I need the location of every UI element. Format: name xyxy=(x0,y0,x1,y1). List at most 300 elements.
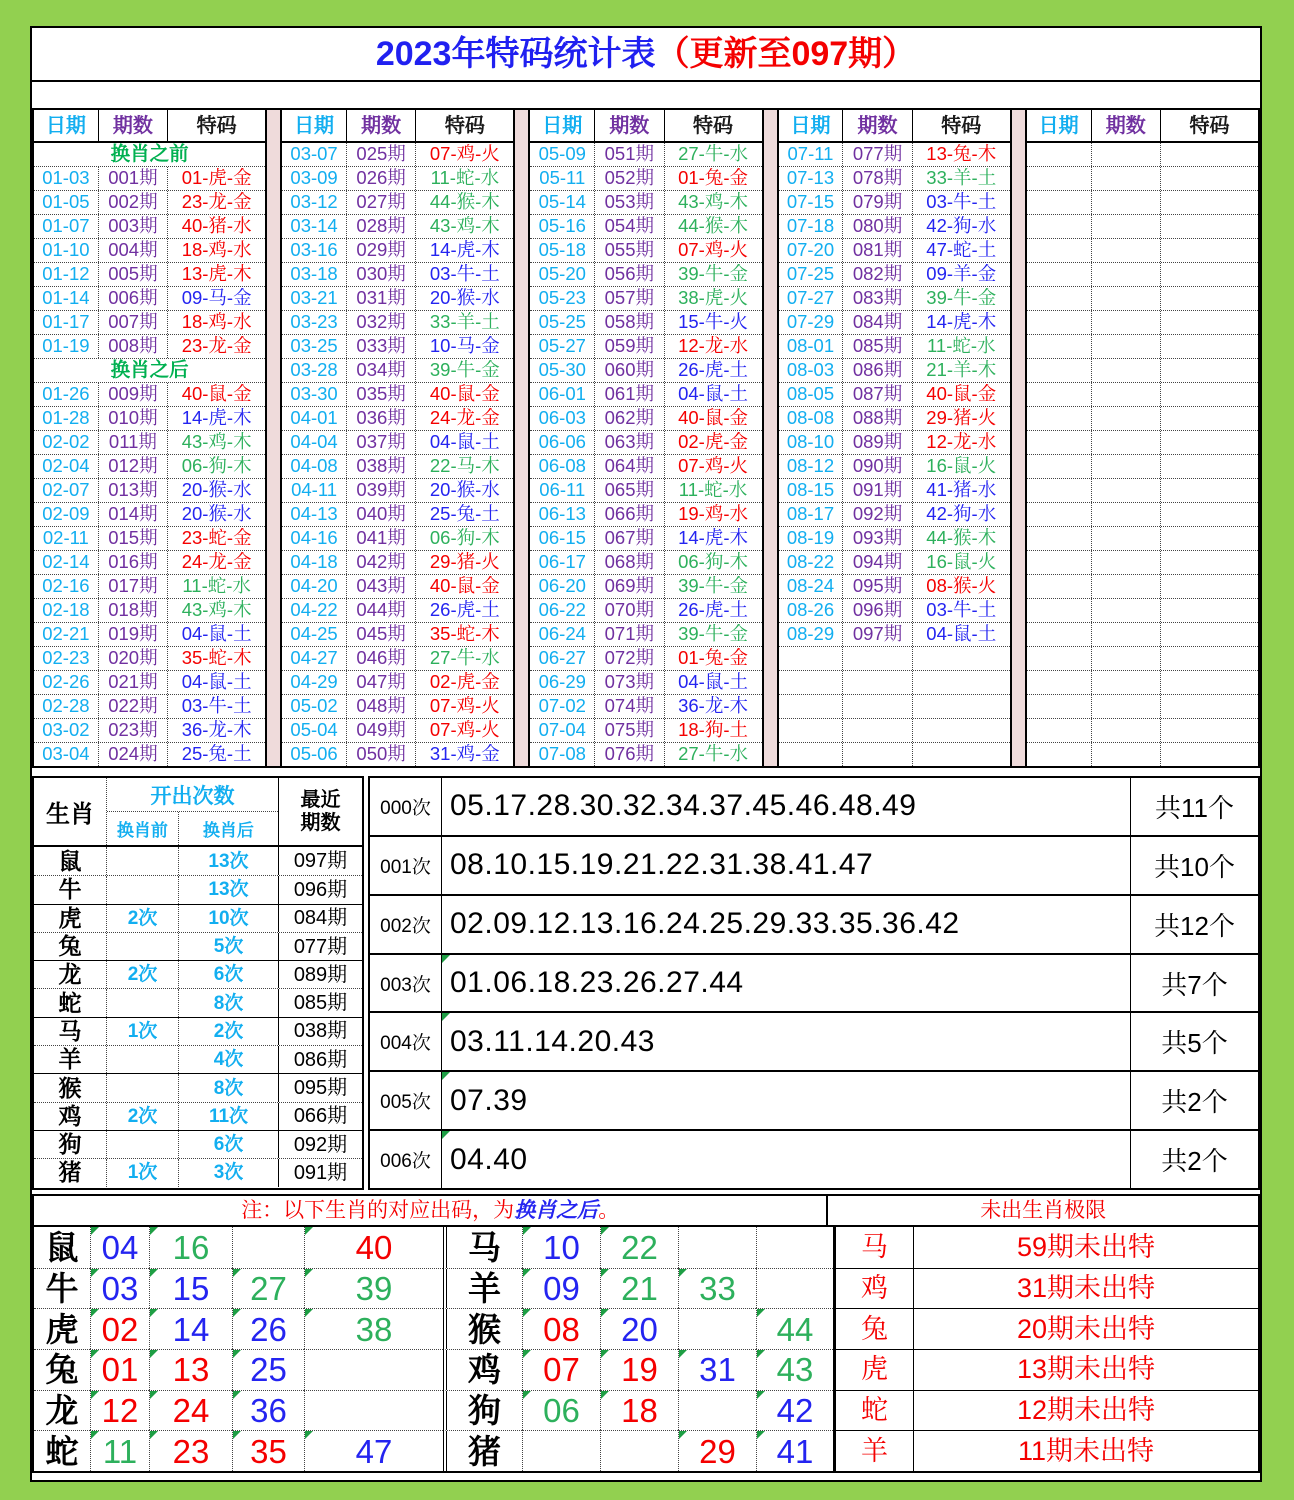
result-row xyxy=(282,526,513,550)
date-cell: 07-27 xyxy=(779,287,844,310)
zodiac-map-row xyxy=(34,1390,1258,1431)
period-cell: 006期 xyxy=(99,287,168,310)
zodiac-stat-row xyxy=(34,847,362,875)
special-code-cell: 24-龙-金 xyxy=(181,551,252,573)
frequency-row xyxy=(368,1070,1260,1131)
date-cell: 03-30 xyxy=(282,383,347,406)
number-cell: 19 xyxy=(600,1349,678,1390)
result-row xyxy=(1027,310,1258,334)
period-cell: 008期 xyxy=(99,335,168,358)
date-cell: 02-21 xyxy=(34,623,99,646)
zodiac-stat-row xyxy=(34,932,362,960)
number-cell: 42 xyxy=(756,1390,833,1431)
result-row xyxy=(282,430,513,454)
date-cell xyxy=(1027,383,1092,406)
zodiac-label: 龙 xyxy=(34,1390,90,1431)
count-before-cell xyxy=(107,876,179,903)
column-header-period: 期数 xyxy=(595,110,664,141)
period-cell: 062期 xyxy=(595,407,664,430)
recent-period-cell: 084期 xyxy=(293,907,348,930)
period-cell: 036期 xyxy=(347,407,416,430)
zodiac-stat-row xyxy=(34,960,362,988)
special-code-cell: 25-兔-土 xyxy=(429,503,500,525)
result-row xyxy=(1027,238,1258,262)
special-code-cell: 06-狗-木 xyxy=(678,551,748,573)
count-after-cell: 8次 xyxy=(179,989,279,1016)
period-cell xyxy=(1092,407,1161,430)
number-cell: 09 xyxy=(522,1268,600,1309)
zodiac-label: 鸡 xyxy=(34,1103,107,1130)
number-cell: 44 xyxy=(756,1308,833,1349)
zodiac-label: 鼠 xyxy=(34,847,107,875)
result-row xyxy=(1027,670,1258,694)
special-code-cell: 12-龙-水 xyxy=(926,431,997,453)
period-cell: 072期 xyxy=(595,647,664,670)
zodiac-label: 龙 xyxy=(34,961,107,988)
result-row xyxy=(282,262,513,286)
frequency-count-label: 006次 xyxy=(370,1131,442,1188)
zodiac-label: 鸡 xyxy=(443,1349,522,1390)
date-cell xyxy=(1027,215,1092,238)
special-code-cell: 40-鼠-金 xyxy=(429,575,500,597)
zodiac-label: 鼠 xyxy=(45,1228,79,1266)
date-cell xyxy=(779,743,844,766)
period-cell: 025期 xyxy=(347,143,416,166)
period-cell: 045期 xyxy=(347,623,416,646)
period-cell: 060期 xyxy=(595,359,664,382)
number-cell: 11 xyxy=(90,1430,149,1471)
period-cell: 014期 xyxy=(99,503,168,526)
count-before-cell: 1次 xyxy=(107,1159,179,1186)
period-cell: 016期 xyxy=(99,551,168,574)
zodiac-number-map-section xyxy=(32,1194,1260,1473)
special-code-cell: 13-虎-木 xyxy=(181,263,252,285)
date-cell: 07-11 xyxy=(779,143,844,166)
result-row xyxy=(1027,166,1258,190)
date-cell: 04-27 xyxy=(282,647,347,670)
period-cell xyxy=(1092,527,1161,550)
date-cell: 03-14 xyxy=(282,215,347,238)
number-cell: 47 xyxy=(304,1430,443,1471)
date-cell: 02-14 xyxy=(34,551,99,574)
zodiac-map-row xyxy=(34,1268,1258,1309)
period-cell: 037期 xyxy=(347,431,416,454)
result-row xyxy=(530,334,761,358)
after-change-header: 换肖后 xyxy=(202,821,254,840)
period-cell: 067期 xyxy=(595,527,664,550)
special-code-cell: 03-牛-土 xyxy=(926,599,997,621)
date-cell: 08-01 xyxy=(779,335,844,358)
date-cell: 05-30 xyxy=(530,359,595,382)
special-code-cell: 14-虎-木 xyxy=(429,239,500,261)
result-row xyxy=(1027,214,1258,238)
date-cell: 04-04 xyxy=(282,431,347,454)
zodiac-map-row xyxy=(34,1227,1258,1268)
special-code-cell: 35-蛇-木 xyxy=(181,647,252,669)
period-cell xyxy=(1092,551,1161,574)
special-code-cell xyxy=(1161,575,1258,598)
number-cell: 04 xyxy=(90,1227,149,1268)
result-row xyxy=(530,454,761,478)
number-cell: 29 xyxy=(678,1430,756,1471)
date-cell: 03-18 xyxy=(282,263,347,286)
special-code-cell xyxy=(913,719,1010,742)
result-row xyxy=(34,190,265,214)
date-cell: 05-23 xyxy=(530,287,595,310)
result-row xyxy=(282,670,513,694)
date-cell: 03-09 xyxy=(282,167,347,190)
section-header-row: 换肖之后 xyxy=(34,358,265,382)
special-code-cell xyxy=(1161,407,1258,430)
date-cell: 03-23 xyxy=(282,311,347,334)
date-cell: 03-16 xyxy=(282,239,347,262)
special-code-cell: 44-猴-木 xyxy=(926,527,997,549)
special-code-cell xyxy=(1161,527,1258,550)
date-cell: 03-25 xyxy=(282,335,347,358)
total-count: 共2个 xyxy=(1130,1131,1258,1188)
special-code-cell: 31-鸡-金 xyxy=(429,743,500,765)
date-cell xyxy=(1027,287,1092,310)
date-cell xyxy=(1027,191,1092,214)
missing-text: 11期未出特 xyxy=(913,1430,1258,1471)
date-cell: 06-03 xyxy=(530,407,595,430)
period-table-2 xyxy=(280,108,515,768)
result-row xyxy=(1027,622,1258,646)
count-before-cell xyxy=(107,847,179,875)
period-cell: 059期 xyxy=(595,335,664,358)
special-code-cell xyxy=(1161,503,1258,526)
period-cell: 082期 xyxy=(843,263,912,286)
special-code-cell: 43-鸡-木 xyxy=(429,215,500,237)
result-row xyxy=(34,214,265,238)
number-cell: 41 xyxy=(756,1430,833,1471)
special-code-cell: 16-鼠-火 xyxy=(926,455,997,477)
frequency-count-label: 003次 xyxy=(370,955,442,1012)
result-row xyxy=(779,718,1010,742)
result-row xyxy=(1027,502,1258,526)
count-after-cell: 11次 xyxy=(179,1103,279,1130)
date-cell: 04-08 xyxy=(282,455,347,478)
date-cell xyxy=(779,719,844,742)
zodiac-stat-row xyxy=(34,904,362,932)
zodiac-label: 虎 xyxy=(34,1308,90,1349)
result-row xyxy=(34,406,265,430)
special-code-cell: 39-牛-金 xyxy=(678,623,748,645)
period-cell: 042期 xyxy=(347,551,416,574)
date-cell: 08-15 xyxy=(779,479,844,502)
recent-period-cell: 089期 xyxy=(293,963,348,986)
date-cell xyxy=(1027,167,1092,190)
zodiac-label: 虎 xyxy=(34,905,107,932)
period-cell xyxy=(1092,215,1161,238)
total-count: 共7个 xyxy=(1130,955,1258,1012)
total-count: 共5个 xyxy=(1130,1013,1258,1070)
date-cell: 08-22 xyxy=(779,551,844,574)
date-cell xyxy=(1027,719,1092,742)
result-row xyxy=(779,646,1010,670)
date-cell: 02-26 xyxy=(34,671,99,694)
period-cell: 083期 xyxy=(843,287,912,310)
period-cell: 079期 xyxy=(843,191,912,214)
result-row xyxy=(34,670,265,694)
period-cell: 003期 xyxy=(99,215,168,238)
result-row xyxy=(34,574,265,598)
column-separator xyxy=(1012,108,1025,768)
recent-period-cell: 091期 xyxy=(293,1161,348,1184)
special-code-cell: 26-虎-土 xyxy=(678,599,748,621)
result-row xyxy=(779,310,1010,334)
period-cell: 086期 xyxy=(843,359,912,382)
date-cell: 03-21 xyxy=(282,287,347,310)
special-code-cell xyxy=(1161,167,1258,190)
number-cell: 18 xyxy=(600,1390,678,1431)
special-code-cell: 01-兔-金 xyxy=(678,647,748,669)
special-code-cell xyxy=(1161,335,1258,358)
count-after-cell: 10次 xyxy=(179,905,279,932)
count-after-cell: 6次 xyxy=(179,1131,279,1158)
special-code-cell xyxy=(913,671,1010,694)
special-code-cell: 33-羊-土 xyxy=(429,311,500,333)
frequency-count-label: 005次 xyxy=(370,1072,442,1129)
numbers-list: 04.40 xyxy=(442,1131,1130,1188)
date-cell: 01-19 xyxy=(34,335,99,358)
result-row xyxy=(34,478,265,502)
result-row xyxy=(1027,598,1258,622)
result-row xyxy=(282,382,513,406)
period-cell: 010期 xyxy=(99,407,168,430)
period-cell: 057期 xyxy=(595,287,664,310)
result-row xyxy=(779,334,1010,358)
date-cell: 08-12 xyxy=(779,455,844,478)
date-cell: 06-29 xyxy=(530,671,595,694)
recent-period-cell: 092期 xyxy=(293,1133,348,1156)
period-cell: 089期 xyxy=(843,431,912,454)
special-code-cell: 29-猪-火 xyxy=(926,407,997,429)
count-after-cell: 4次 xyxy=(179,1046,279,1073)
date-cell: 06-24 xyxy=(530,623,595,646)
number-cell: 31 xyxy=(678,1349,756,1390)
table-header xyxy=(1027,110,1258,143)
period-table-5 xyxy=(1025,108,1260,768)
period-cell: 094期 xyxy=(843,551,912,574)
period-cell: 065期 xyxy=(595,479,664,502)
result-row xyxy=(34,454,265,478)
period-cell: 064期 xyxy=(595,455,664,478)
result-row xyxy=(282,574,513,598)
result-row xyxy=(530,550,761,574)
column-separator xyxy=(764,108,777,768)
zodiac-label: 蛇 xyxy=(34,989,107,1016)
number-cell: 14 xyxy=(149,1308,232,1349)
period-cell: 053期 xyxy=(595,191,664,214)
period-cell xyxy=(1092,263,1161,286)
recent-period-cell: 066期 xyxy=(293,1105,348,1128)
period-cell: 093期 xyxy=(843,527,912,550)
result-row xyxy=(530,382,761,406)
spreadsheet-body xyxy=(30,26,1262,1482)
period-cell: 026期 xyxy=(347,167,416,190)
special-code-cell: 18-鸡-水 xyxy=(181,239,252,261)
special-code-cell: 16-鼠-火 xyxy=(926,551,997,573)
count-before-cell xyxy=(107,933,179,960)
special-code-cell xyxy=(1161,359,1258,382)
result-row xyxy=(530,694,761,718)
special-code-cell: 39-牛-金 xyxy=(926,287,997,309)
period-cell: 046期 xyxy=(347,647,416,670)
frequency-table xyxy=(368,776,1260,1190)
special-code-cell: 06-狗-木 xyxy=(181,455,252,477)
number-cell: 16 xyxy=(149,1227,232,1268)
period-cell: 081期 xyxy=(843,239,912,262)
statistics-section xyxy=(32,776,1260,1190)
period-cell: 040期 xyxy=(347,503,416,526)
result-row xyxy=(34,262,265,286)
period-cell: 011期 xyxy=(99,431,168,454)
period-cell: 015期 xyxy=(99,527,168,550)
result-row xyxy=(530,262,761,286)
result-row xyxy=(779,286,1010,310)
period-cell: 017期 xyxy=(99,575,168,598)
special-code-cell: 33-羊-土 xyxy=(926,167,997,189)
date-cell xyxy=(1027,359,1092,382)
special-code-cell: 09-羊-金 xyxy=(926,263,997,285)
special-code-cell: 07-鸡-火 xyxy=(678,239,748,261)
date-cell xyxy=(779,671,844,694)
zodiac-map-rows xyxy=(32,1227,1260,1473)
result-row xyxy=(530,478,761,502)
special-code-cell: 18-狗-土 xyxy=(678,719,748,741)
total-count: 共12个 xyxy=(1130,896,1258,953)
result-row xyxy=(282,478,513,502)
zodiac-label: 兔 xyxy=(34,1349,90,1390)
result-row xyxy=(282,502,513,526)
result-row xyxy=(530,622,761,646)
total-count: 共11个 xyxy=(1130,778,1258,835)
special-code-cell xyxy=(1161,311,1258,334)
special-code-cell: 40-鼠-金 xyxy=(181,383,252,405)
special-code-cell: 47-蛇-土 xyxy=(926,239,997,261)
period-cell xyxy=(1092,311,1161,334)
special-code-cell: 42-狗-水 xyxy=(926,215,997,237)
special-code-cell xyxy=(1161,743,1258,766)
special-code-cell: 02-虎-金 xyxy=(678,431,748,453)
period-cell: 091期 xyxy=(843,479,912,502)
period-cell xyxy=(1092,287,1161,310)
special-code-cell: 20-猴-水 xyxy=(181,503,252,525)
special-code-cell: 40-鼠-金 xyxy=(926,383,997,405)
special-code-cell: 14-虎-木 xyxy=(926,311,997,333)
period-cell: 054期 xyxy=(595,215,664,238)
result-row xyxy=(282,358,513,382)
date-cell: 02-09 xyxy=(34,503,99,526)
result-row xyxy=(282,598,513,622)
period-cell: 075期 xyxy=(595,719,664,742)
date-cell: 04-11 xyxy=(282,479,347,502)
special-code-cell: 07-鸡-火 xyxy=(429,719,500,741)
numbers-list: 07.39 xyxy=(442,1072,1130,1129)
period-cell: 084期 xyxy=(843,311,912,334)
result-row xyxy=(1027,718,1258,742)
zodiac-map-row xyxy=(34,1308,1258,1349)
special-code-cell xyxy=(1161,599,1258,622)
special-code-cell xyxy=(913,743,1010,766)
number-cell: 39 xyxy=(304,1268,443,1309)
special-code-cell: 06-狗-木 xyxy=(429,527,500,549)
date-cell: 03-02 xyxy=(34,719,99,742)
period-cell: 050期 xyxy=(347,743,416,766)
numbers-list: 03.11.14.20.43 xyxy=(442,1013,1130,1070)
result-row xyxy=(779,214,1010,238)
date-cell: 02-16 xyxy=(34,575,99,598)
period-cell: 001期 xyxy=(99,167,168,190)
result-row xyxy=(779,382,1010,406)
date-cell: 05-16 xyxy=(530,215,595,238)
period-cell xyxy=(1092,719,1161,742)
date-cell xyxy=(1027,575,1092,598)
period-cell: 019期 xyxy=(99,623,168,646)
result-row xyxy=(282,646,513,670)
recent-header-line1: 最近 xyxy=(300,788,341,811)
date-cell: 08-05 xyxy=(779,383,844,406)
zodiac-stat-row xyxy=(34,1017,362,1045)
period-cell: 043期 xyxy=(347,575,416,598)
date-cell: 05-04 xyxy=(282,719,347,742)
missing-zodiac: 羊 xyxy=(833,1430,913,1471)
period-cell: 030期 xyxy=(347,263,416,286)
date-cell: 05-02 xyxy=(282,695,347,718)
column-header-period: 期数 xyxy=(99,110,168,141)
result-row xyxy=(34,550,265,574)
zodiac-label: 猴 xyxy=(443,1308,522,1349)
result-row xyxy=(779,742,1010,766)
result-row xyxy=(1027,454,1258,478)
date-cell: 03-12 xyxy=(282,191,347,214)
date-cell xyxy=(779,695,844,718)
date-cell xyxy=(1027,335,1092,358)
number-cell: 38 xyxy=(304,1308,443,1349)
zodiac-label: 牛 xyxy=(34,1268,90,1309)
result-row xyxy=(282,694,513,718)
special-code-cell: 39-牛-金 xyxy=(429,359,500,381)
missing-text: 59期未出特 xyxy=(913,1227,1258,1268)
special-code-cell: 41-猪-水 xyxy=(926,479,997,501)
result-row xyxy=(779,622,1010,646)
number-cell: 21 xyxy=(600,1268,678,1309)
recent-period-header xyxy=(279,778,362,845)
special-code-cell xyxy=(1161,623,1258,646)
date-cell: 06-11 xyxy=(530,479,595,502)
special-code-cell xyxy=(1161,287,1258,310)
table-header xyxy=(282,110,513,143)
special-code-cell: 26-虎-土 xyxy=(678,359,748,381)
result-row xyxy=(282,718,513,742)
result-row xyxy=(282,143,513,166)
period-cell: 005期 xyxy=(99,263,168,286)
period-cell: 058期 xyxy=(595,311,664,334)
zodiac-label: 羊 xyxy=(34,1046,107,1073)
date-cell: 01-28 xyxy=(34,407,99,430)
special-code-cell: 15-牛-火 xyxy=(678,311,748,333)
special-code-cell: 04-鼠-土 xyxy=(181,623,252,645)
number-cell: 01 xyxy=(90,1349,149,1390)
date-cell: 06-15 xyxy=(530,527,595,550)
date-cell: 01-12 xyxy=(34,263,99,286)
column-separator xyxy=(515,108,528,768)
special-code-cell xyxy=(1161,671,1258,694)
special-code-cell: 12-龙-水 xyxy=(678,335,748,357)
result-row xyxy=(530,718,761,742)
number-cell xyxy=(756,1227,833,1268)
